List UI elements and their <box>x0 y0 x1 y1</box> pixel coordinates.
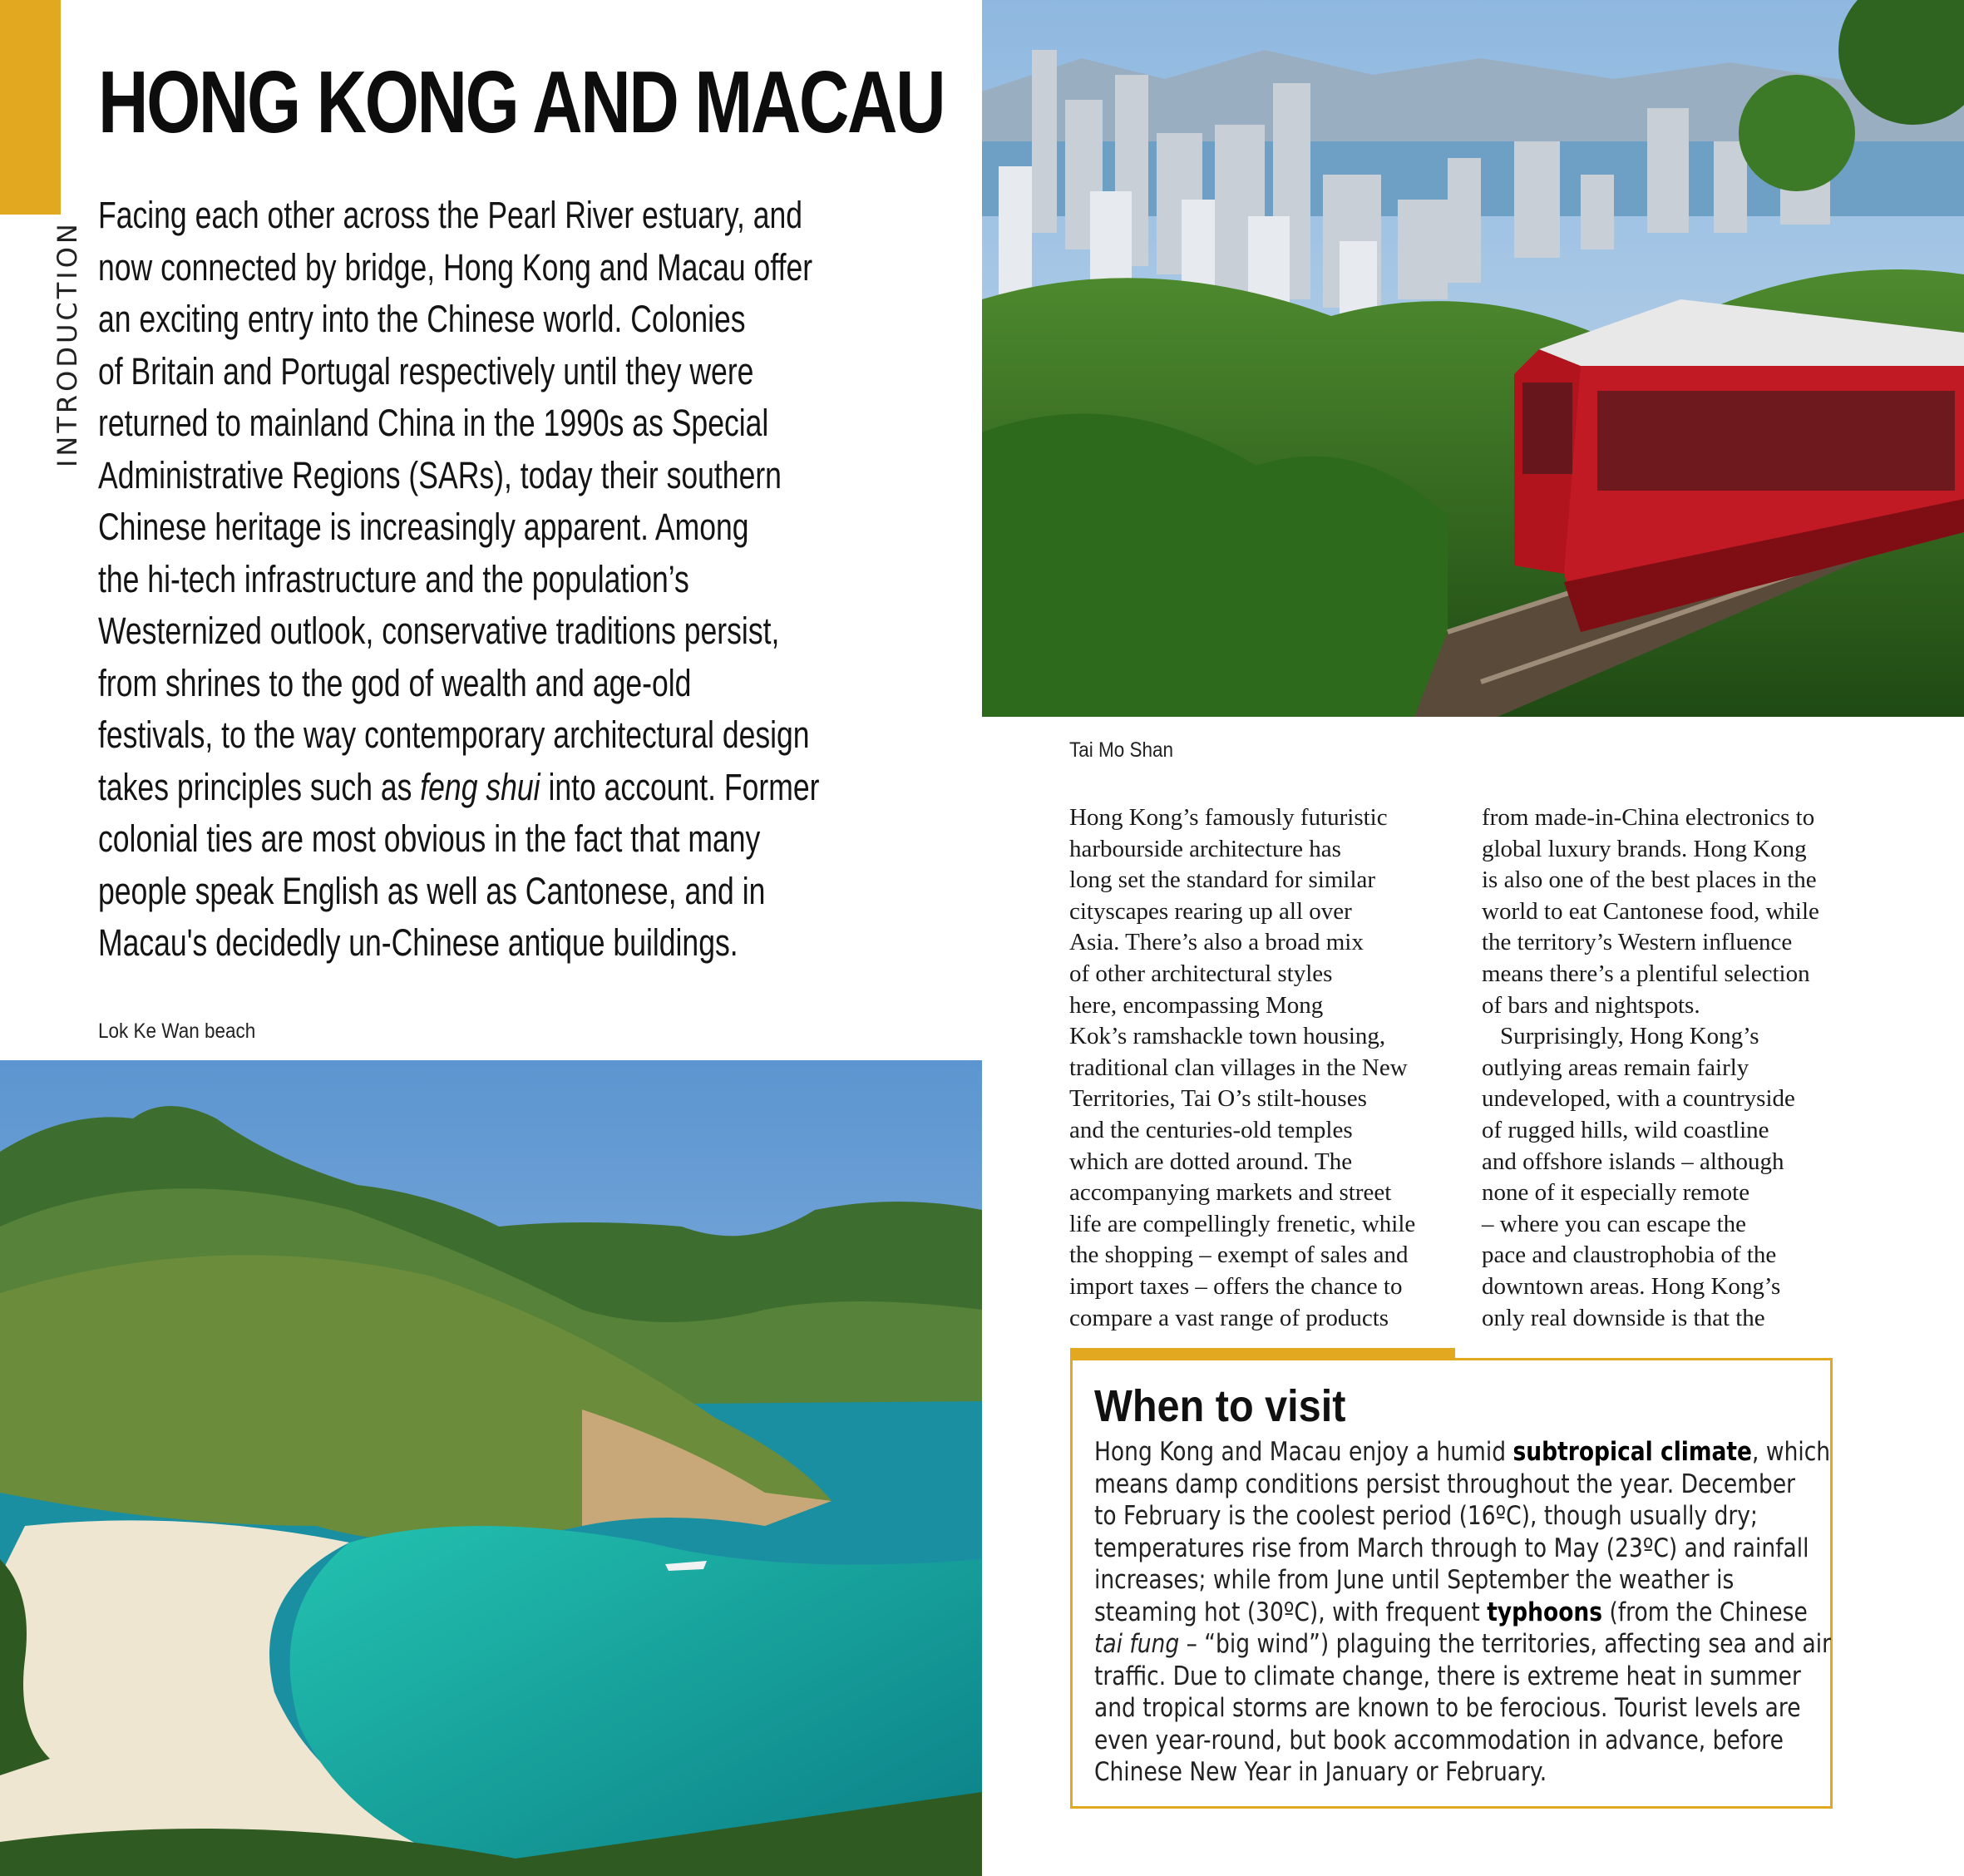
intro-line: Westernized outlook, conservative traditions persist, <box>98 610 780 652</box>
intro-line: people speak English as well as Cantonese, and in <box>98 869 766 912</box>
body-line: here, encompassing Mong <box>1069 991 1324 1019</box>
visit-text: , which <box>1752 1437 1831 1467</box>
body-line: and offshore islands – although <box>1482 1148 1784 1175</box>
intro-paragraph <box>98 190 913 970</box>
body-line: life are compellingly frenetic, while <box>1069 1210 1416 1237</box>
intro-line <box>98 762 913 814</box>
body-column-2 <box>1482 802 1864 1334</box>
section-label: INTRODUCTION <box>52 220 83 467</box>
visit-line: temperatures rise from March through to May (23ºC) and rainfall <box>1094 1533 1809 1563</box>
body-line: accompanying markets and street <box>1069 1179 1392 1207</box>
page-title: HONG KONG AND MACAU <box>98 53 945 151</box>
visit-bold-term: subtropical climate <box>1512 1437 1753 1467</box>
body-line: – where you can escape the <box>1482 1210 1747 1237</box>
when-to-visit-text <box>1094 1436 1832 1789</box>
body-line: pace and claustrophobia of the <box>1482 1242 1777 1269</box>
when-to-visit-title: When to visit <box>1094 1381 1346 1431</box>
intro-line: Chinese heritage is increasingly apparent. Among <box>98 506 749 548</box>
body-line: Hong Kong’s famously futuristic <box>1069 804 1388 831</box>
intro-text: into account. Former <box>540 765 820 808</box>
intro-line: Administrative Regions (SARs), today their southern <box>98 453 782 496</box>
body-line: compare a vast range of products <box>1069 1304 1389 1331</box>
body-line: harbourside architecture has <box>1069 835 1341 862</box>
intro-line: now connected by bridge, Hong Kong and Macau offer <box>98 245 813 289</box>
body-line: world to eat Cantonese food, while <box>1482 897 1819 925</box>
intro-line: Macau's decidedly un-Chinese antique buildings. <box>98 921 738 964</box>
body-line: Territories, Tai O’s stilt-houses <box>1069 1085 1367 1113</box>
intro-line: Facing each other across the Pearl River estuary, and <box>98 194 803 236</box>
visit-text: (from the Chinese <box>1602 1597 1808 1627</box>
visit-text: – “big wind”) plaguing the territories, affecting sea and air <box>1179 1629 1832 1659</box>
visit-line: means damp conditions persist throughout the year. December <box>1094 1469 1796 1499</box>
beach-bay-illustration <box>0 1060 982 1876</box>
visit-bold-term: typhoons <box>1487 1597 1603 1627</box>
body-line: and the centuries-old temples <box>1069 1116 1353 1143</box>
body-column-1 <box>1069 802 1452 1334</box>
caption-tram-photo: Tai Mo Shan <box>1069 738 1174 762</box>
section-tab <box>0 0 61 215</box>
visit-line <box>1094 1628 1832 1661</box>
body-line: from made-in-China electronics to <box>1482 804 1815 831</box>
visit-text: steaming hot (30ºC), with frequent <box>1094 1597 1488 1627</box>
peak-tram-photo <box>982 0 1964 717</box>
intro-italic-term: feng shui <box>420 765 540 808</box>
body-line: cityscapes rearing up all over <box>1069 897 1352 925</box>
beach-photo <box>0 1060 982 1876</box>
caption-beach-photo: Lok Ke Wan beach <box>98 1019 256 1043</box>
body-line: only real downside is that the <box>1482 1304 1765 1331</box>
body-line: the shopping – exempt of sales and <box>1069 1242 1409 1269</box>
body-line: of bars and nightspots. <box>1482 991 1700 1019</box>
visit-line: and tropical storms are known to be ferocious. Tourist levels are <box>1094 1693 1801 1723</box>
intro-line: the hi-tech infrastructure and the population’s <box>98 557 689 600</box>
intro-line: of Britain and Portugal respectively until they were <box>98 349 754 392</box>
body-line: import taxes – offers the chance to <box>1069 1272 1403 1300</box>
body-line: the territory’s Western influence <box>1482 929 1793 956</box>
visit-line <box>1094 1436 1831 1469</box>
visit-line: to February is the coolest period (16ºC), though usually dry; <box>1094 1501 1758 1531</box>
peak-tram-illustration <box>982 0 1964 717</box>
intro-line: festivals, to the way contemporary architectural design <box>98 713 810 756</box>
intro-line: returned to mainland China in the 1990s as Special <box>98 402 769 444</box>
body-line: Surprisingly, Hong Kong’s <box>1500 1023 1759 1050</box>
body-line: long set the standard for similar <box>1069 866 1376 894</box>
visit-line: Chinese New Year in January or February. <box>1094 1757 1547 1787</box>
body-line: is also one of the best places in the <box>1482 866 1817 894</box>
body-line: of rugged hills, wild coastline <box>1482 1116 1769 1143</box>
visit-line: traffic. Due to climate change, there is extreme heat in summer <box>1094 1661 1801 1691</box>
body-line: Asia. There’s also a broad mix <box>1069 929 1364 956</box>
intro-line: an exciting entry into the Chinese world. Colonies <box>98 298 746 340</box>
body-line: undeveloped, with a countryside <box>1482 1085 1795 1113</box>
body-line: downtown areas. Hong Kong’s <box>1482 1272 1781 1300</box>
body-line: outlying areas remain fairly <box>1482 1054 1749 1081</box>
body-line: of other architectural styles <box>1069 960 1333 987</box>
visit-line: even year-round, but book accommodation in advance, before <box>1094 1725 1784 1755</box>
visit-line <box>1094 1597 1808 1629</box>
body-line: which are dotted around. The <box>1069 1148 1353 1175</box>
intro-line: colonial ties are most obvious in the fact that many <box>98 817 761 860</box>
body-line: means there’s a plentiful selection <box>1482 960 1810 987</box>
visit-line: increases; while from June until September the weather is <box>1094 1565 1735 1595</box>
visit-italic-term: tai fung <box>1094 1629 1180 1659</box>
intro-line: from shrines to the god of wealth and age-old <box>98 661 692 704</box>
body-line: traditional clan villages in the New <box>1069 1054 1408 1081</box>
body-line: none of it especially remote <box>1482 1179 1750 1207</box>
body-line: Kok’s ramshackle town housing, <box>1069 1023 1386 1050</box>
body-line: global luxury brands. Hong Kong <box>1482 835 1807 862</box>
intro-text: takes principles such as <box>98 765 421 808</box>
visit-text: Hong Kong and Macau enjoy a humid <box>1094 1437 1513 1467</box>
